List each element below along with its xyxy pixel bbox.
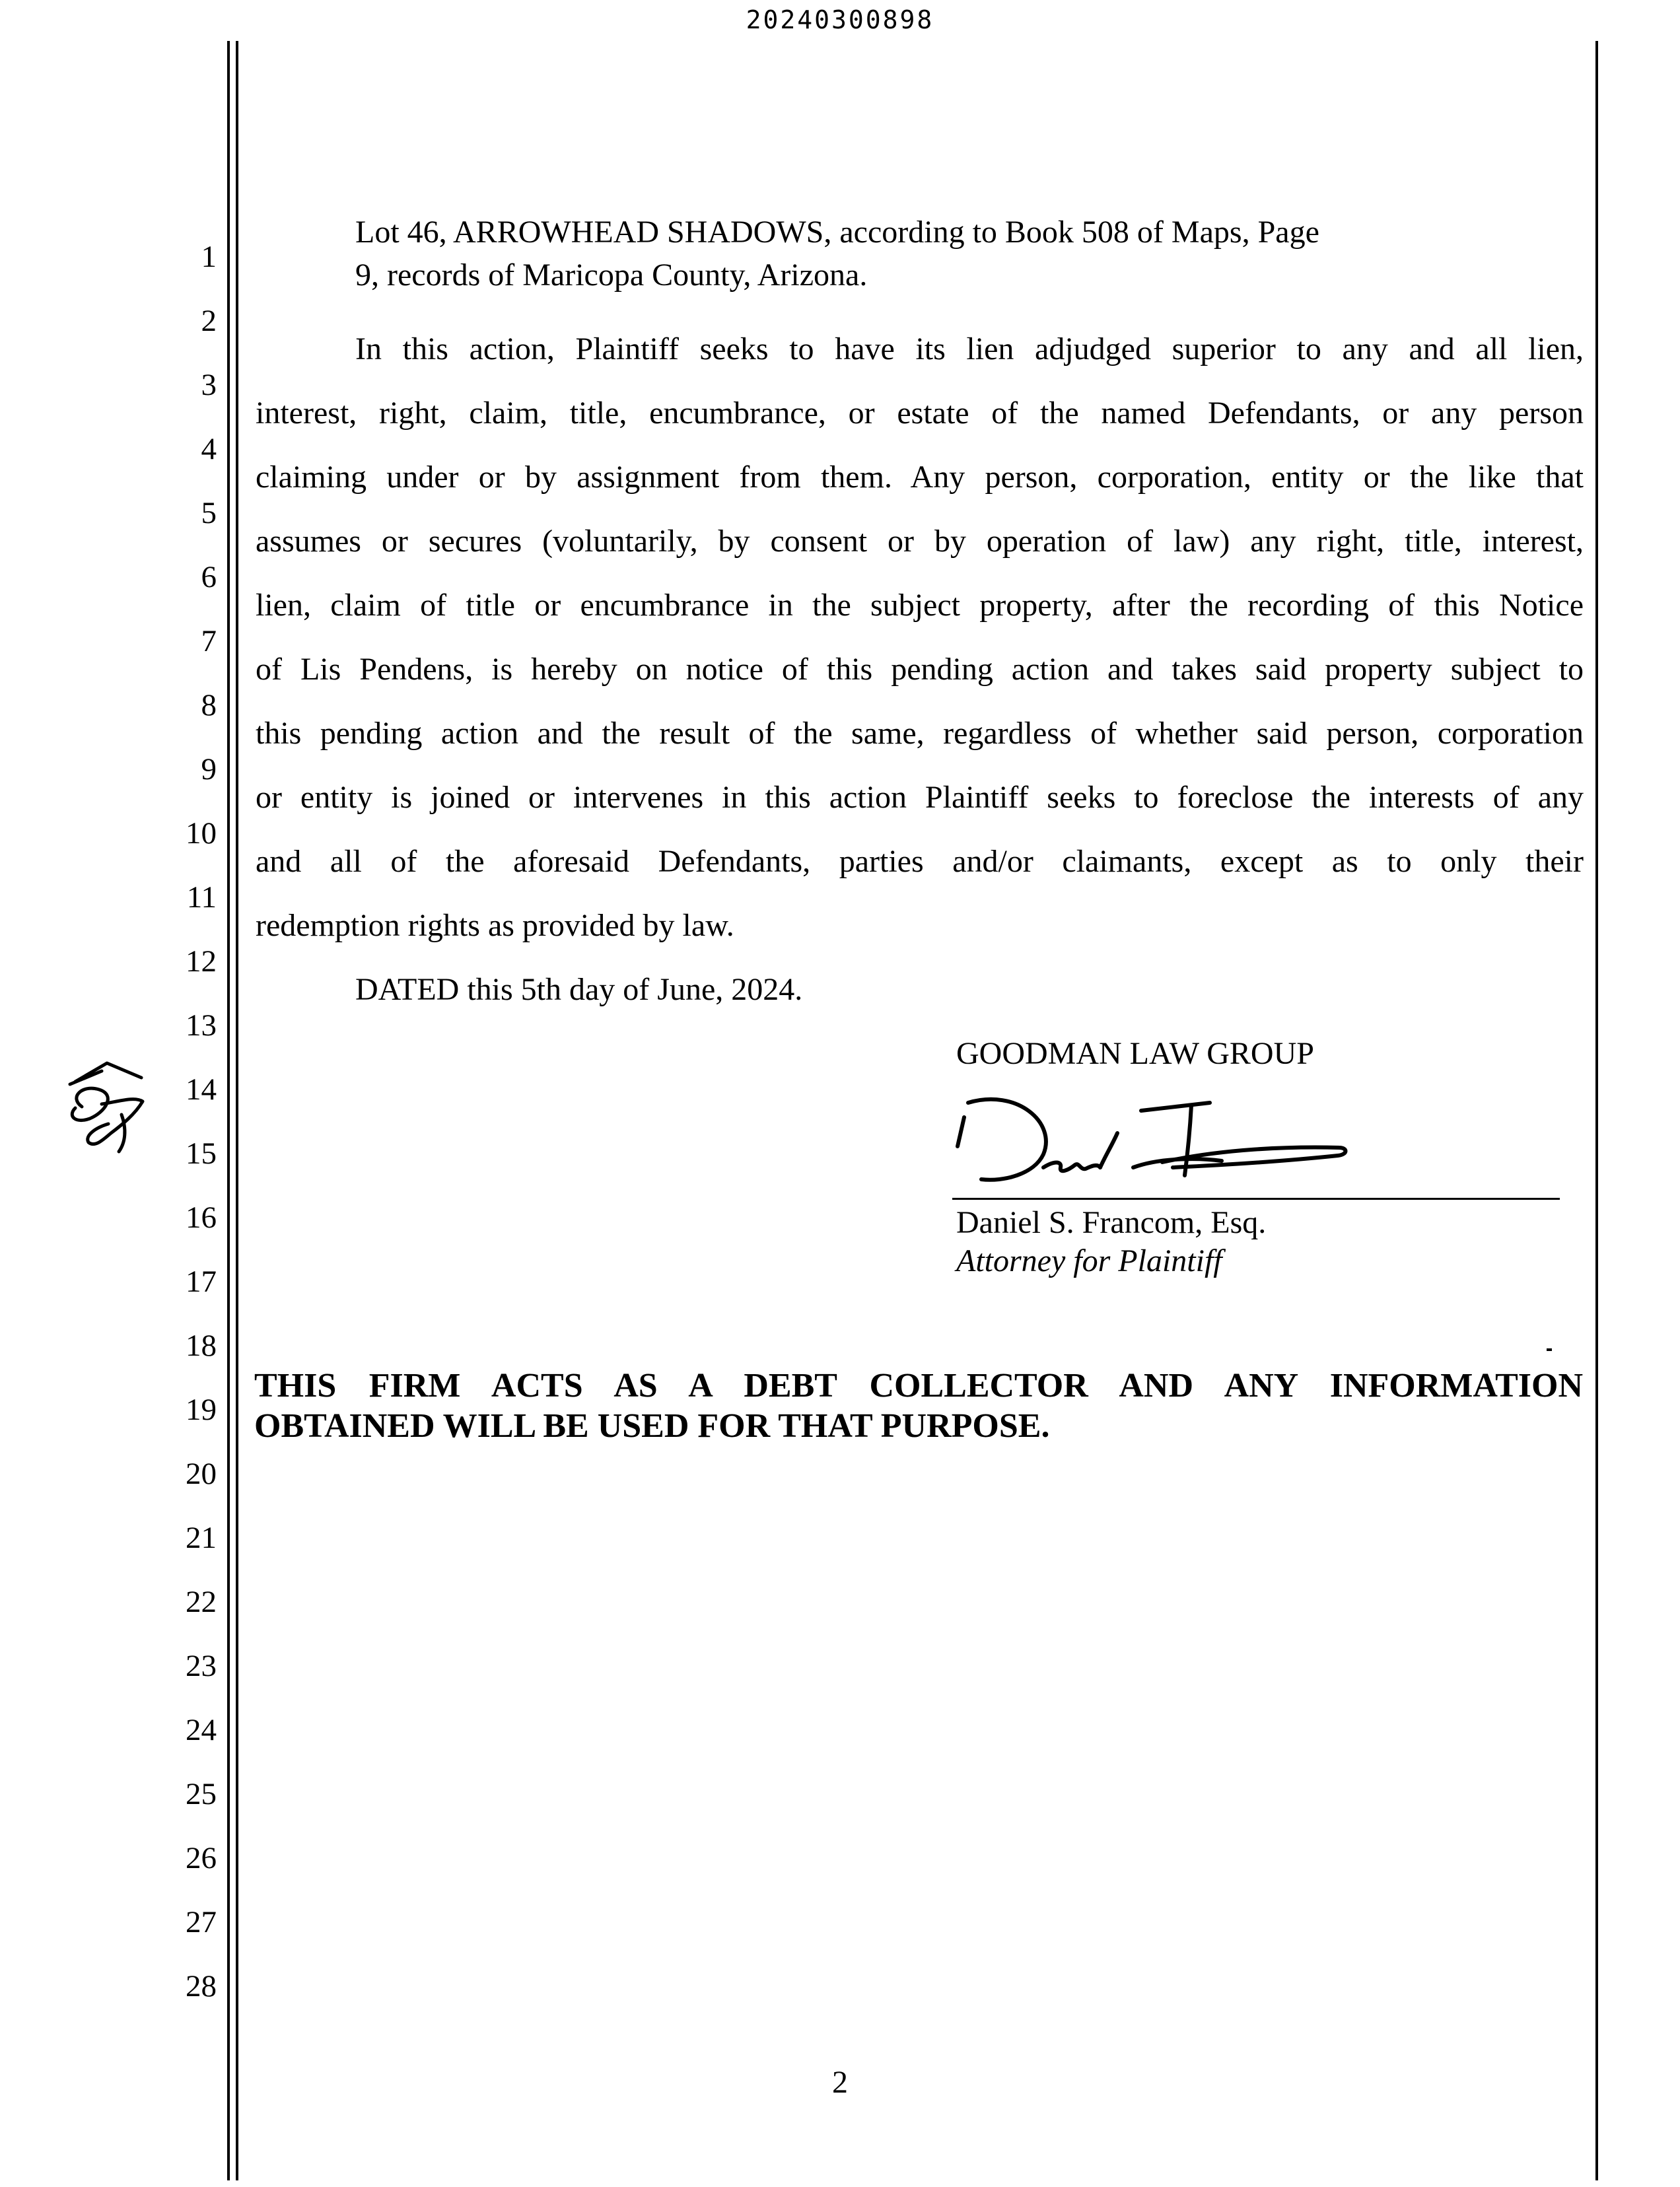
body-line: of Lis Pendens, is hereby on notice of this pending action and takes said property subject to — [256, 652, 1584, 687]
dated-line: DATED this 5th day of June, 2024. — [355, 972, 803, 1007]
line-number: 16 — [186, 1200, 217, 1235]
line-number: 28 — [186, 1969, 217, 2003]
body-line: assumes or secures (voluntarily, by consent or by operation of law) any right, title, interest, — [256, 524, 1584, 559]
line-number: 3 — [201, 368, 217, 402]
body-line: claiming under or by assignment from them. Any person, corporation, entity or the like that — [256, 460, 1584, 495]
notice-line: OBTAINED WILL BE USED FOR THAT PURPOSE. — [254, 1407, 1050, 1445]
line-number: 4 — [201, 432, 217, 466]
line-number: 21 — [186, 1521, 217, 1555]
line-number: 23 — [186, 1649, 217, 1683]
body-line: interest, right, claim, title, encumbrance, or estate of the named Defendants, or any person — [256, 396, 1584, 431]
debt-collector-notice — [254, 1366, 1583, 1447]
line-number: 25 — [186, 1777, 217, 1811]
line-number: 19 — [186, 1393, 217, 1427]
body-line: this pending action and the result of the same, regardless of whether said person, corporation — [256, 716, 1584, 751]
line-number: 14 — [186, 1072, 217, 1107]
handwritten-initials-mark — [55, 1055, 152, 1154]
line-number: 24 — [186, 1713, 217, 1747]
legal-description-line: Lot 46, ARROWHEAD SHADOWS, according to Book 508 of Maps, Page — [355, 215, 1319, 250]
line-number: 18 — [186, 1329, 217, 1363]
left-margin-rule-outer — [227, 41, 230, 2180]
line-number: 9 — [201, 752, 217, 786]
signer-role: Attorney for Plaintiff — [956, 1243, 1222, 1278]
body-line: or entity is joined or intervenes in this action Plaintiff seeks to foreclose the interests of any — [256, 780, 1584, 815]
signature-line — [952, 1198, 1560, 1200]
left-margin-rule-inner — [236, 41, 238, 2180]
legal-description-line: 9, records of Maricopa County, Arizona. — [355, 258, 868, 293]
notice-line: THIS FIRM ACTS AS A DEBT COLLECTOR AND ANY INFORMATION — [254, 1367, 1583, 1405]
handwritten-signature — [944, 1083, 1354, 1195]
line-number: 11 — [186, 880, 217, 915]
firm-name: GOODMAN LAW GROUP — [956, 1036, 1314, 1071]
line-number: 8 — [201, 688, 217, 722]
line-number: 7 — [201, 624, 217, 658]
page-number: 2 — [832, 2065, 848, 2100]
stray-mark — [1547, 1348, 1552, 1351]
line-number: 20 — [186, 1457, 217, 1491]
recording-number: 20240300898 — [746, 5, 934, 34]
line-number: 27 — [186, 1905, 217, 1939]
line-number: 13 — [186, 1008, 217, 1043]
line-number: 15 — [186, 1136, 217, 1171]
line-number: 6 — [201, 560, 217, 594]
body-line: and all of the aforesaid Defendants, parties and/or claimants, except as to only their — [256, 844, 1584, 879]
line-number: 1 — [201, 240, 217, 274]
right-margin-rule — [1595, 41, 1598, 2180]
line-number: 5 — [201, 496, 217, 530]
line-number: 12 — [186, 944, 217, 979]
signer-name: Daniel S. Francom, Esq. — [956, 1205, 1267, 1240]
body-line: lien, claim of title or encumbrance in the subject property, after the recording of this Notice — [256, 588, 1584, 623]
line-number: 17 — [186, 1265, 217, 1299]
line-number: 22 — [186, 1585, 217, 1619]
line-number: 10 — [186, 816, 217, 850]
body-line: redemption rights as provided by law. — [256, 908, 734, 943]
line-number: 2 — [201, 304, 217, 338]
line-number: 26 — [186, 1841, 217, 1875]
body-line: In this action, Plaintiff seeks to have its lien adjudged superior to any and all lien, — [355, 331, 1584, 366]
